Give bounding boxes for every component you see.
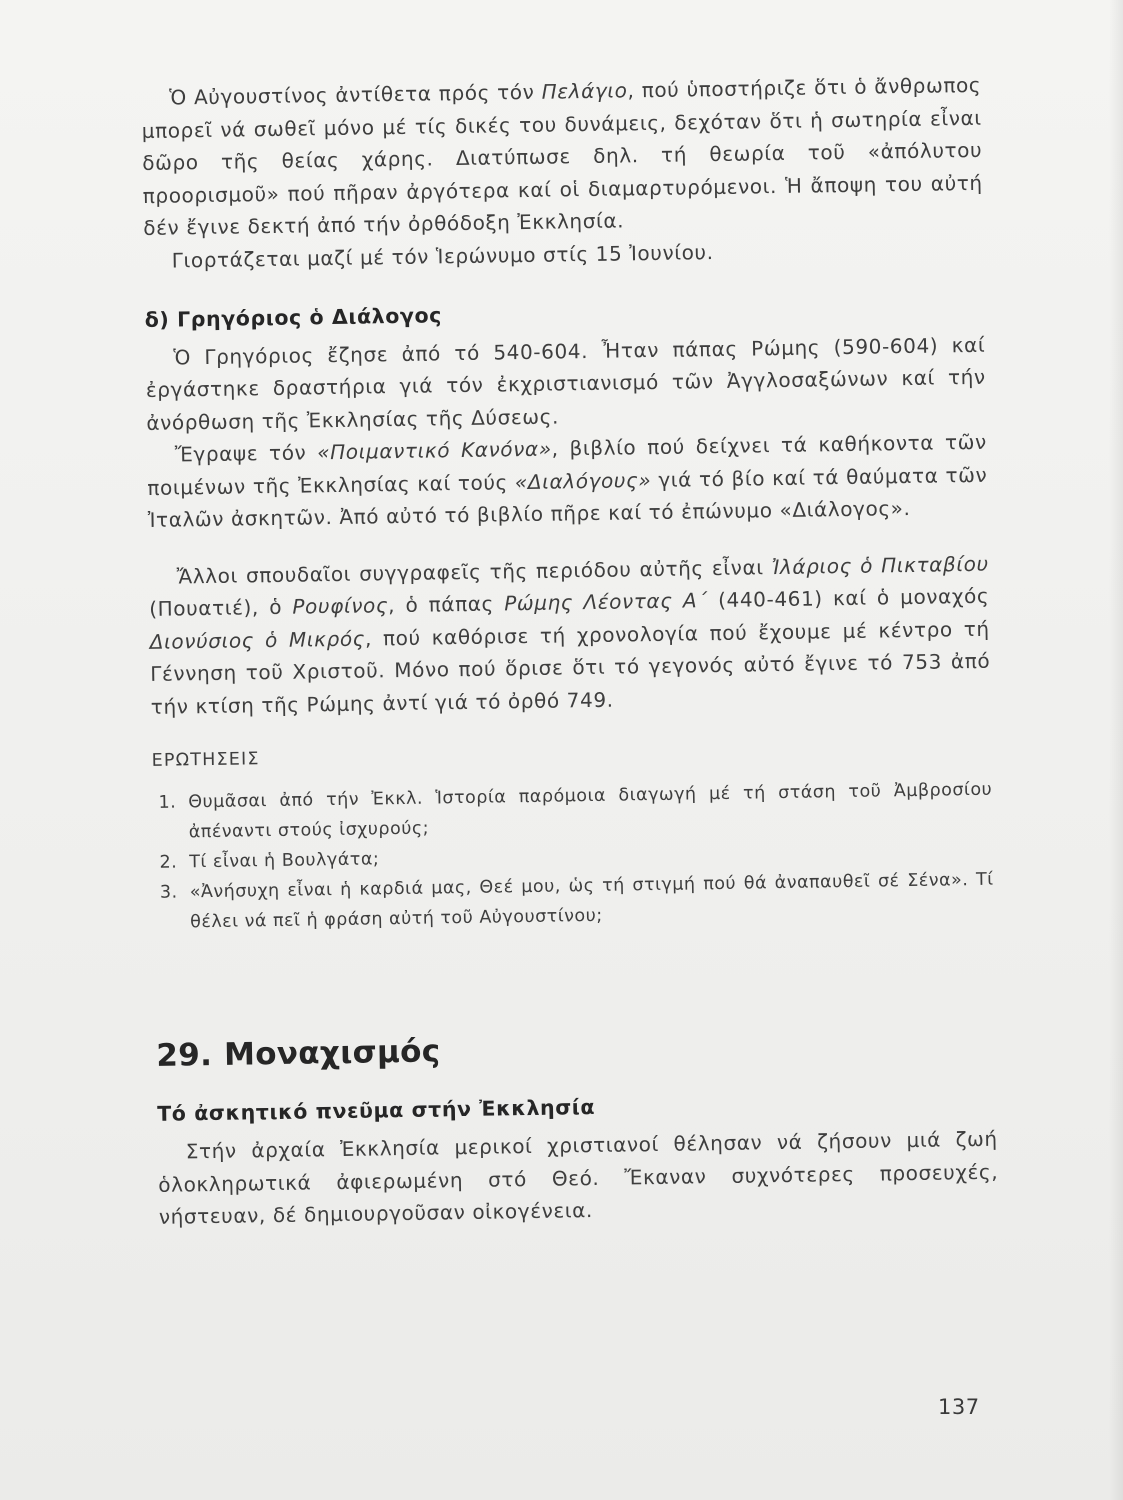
questions-heading: ΕΡΩΤΗΣΕΙΣ — [151, 749, 260, 771]
text-run: Ἄλλοι σπουδαῖοι συγγραφεῖς τῆς περιόδου αὐτῆς εἶναι — [176, 554, 772, 588]
text-run: , βιβλίο πού δείχνει τά καθήκοντα τῶν ποιμένων τῆς Ἐκκλησίας καί τούς — [147, 429, 987, 500]
text-run: (440-461) καί ὁ μοναχός — [707, 583, 990, 613]
paragraph-other-writers — [149, 547, 991, 723]
questions-list — [152, 774, 994, 937]
paragraph-augustine — [141, 69, 983, 245]
italic-run: Ρώμης Λέοντας Α΄ — [504, 588, 708, 616]
question-item: 3. «Ἀνήσυχη εἶναι ἡ καρδιά μας, Θεέ μου, ὡς τή στιγμή πού θά ἀναπαυθεῖ σέ Σένα». Τί θέλει νά πεῖ ἡ φράση αὐτή τοῦ Αὐγουστίνου; — [183, 864, 994, 937]
paragraph-gregory-works — [147, 426, 988, 537]
subheading-gregory: δ) Γρηγόριος ὁ Διάλογος — [144, 303, 443, 332]
text-run: , πού ὑποστήριζε ὅτι ὁ ἄνθρωπος μπορεῖ νά σωθεῖ μόνο μέ τίς δικές του δυνάμεις, δεχόταν ὅτι ἡ σωτηρία εἶναι δῶρο τῆς θείας χάρης. Διατύπωσε δηλ. τή θεωρία τοῦ «ἀπόλυτου προορισμοῦ» πού πῆραν ἀργότερα καί οἱ διαμαρτυρόμενοι. Ἡ ἄποψη του αὐτή δέν ἔγινε δεκτή ἀπό τήν ὀρθόδοξη Ἐκκλησία. — [141, 72, 983, 240]
italic-run: Ρουφίνος — [292, 593, 389, 619]
section-heading: Τό ἀσκητικό πνεῦμα στήν Ἐκκλησία — [157, 1094, 596, 1126]
text-run: (Πουατιέ), ὁ — [149, 594, 293, 621]
italic-run: «Ποιμαντικό Κανόνα» — [317, 436, 552, 465]
chapter-title: Μοναχισμός — [223, 1032, 441, 1073]
page-edge-shadow — [1109, 0, 1123, 1500]
page-number: 137 — [938, 1395, 980, 1419]
italic-run: «Διαλόγους» — [514, 467, 652, 494]
italic-run: Πελάγιο — [541, 78, 628, 104]
text-run: , πού καθόρισε τή χρονολογία πού ἔχουμε μέ κέντρο τή Γέννηση τοῦ Χριστοῦ. Μόνο πού ὅρισε ὅτι τό γεγονός αὐτό ἔγινε τό 753 ἀπό τήν κτίση τῆς Ρώμης ἀντί γιά τό ὀρθό 749. — [150, 616, 991, 719]
paragraph-gregory-life: Ὁ Γρηγόριος ἔζησε ἀπό τό 540-604. Ἦταν πάπας Ρώμης (590-604) καί ἐργάστηκε δραστήρια γιά τόν ἐκχριστιανισμό τῶν Ἀγγλοσαξώνων καί τήν ἀνόρθωση τῆς Ἐκκλησίας τῆς Δύσεως. — [145, 332, 986, 435]
text-run: , ὁ πάπας — [387, 591, 505, 618]
italic-run: Ἰλάριος ὁ Πικταβίου — [771, 551, 989, 579]
text-run: Ἔγραψε τόν — [174, 440, 318, 467]
paragraph-ascetic: Στήν ἀρχαία Ἐκκλησία μερικοί χριστιανοί θέλησαν νά ζήσουν μιά ζωή ὁλοκληρωτικά ἀφιερωμένη στό Θεό. Ἔκαναν συχνότερες προσευχές, νήστευαν, δέ δημιουργοῦσαν οἰκογένεια. — [158, 1126, 999, 1229]
question-item: 1. Θυμᾶσαι ἀπό τήν Ἐκκλ. Ἱστορία παρόμοια διαγωγή μέ τή στάση τοῦ Ἀμβροσίου ἀπέναντι στούς ἰσχυρούς; — [182, 774, 993, 847]
italic-run: Διονύσιος ὁ Μικρός — [149, 626, 366, 654]
chapter-heading — [156, 1022, 997, 1075]
text-run: γιά τό βίο καί τά θαύματα τῶν Ἰταλῶν ἀσκητῶν. Ἀπό αὐτό τό βιβλίο πῆρε καί τό ἐπώνυμο «Διάλογος». — [147, 462, 988, 532]
text-run: Ὁ Αὐγουστίνος ἀντίθετα πρός τόν — [169, 79, 542, 110]
page-content — [141, 69, 999, 1234]
paragraph-feast: Γιορτάζεται μαζί μέ τόν Ἱερώνυμο στίς 15 Ἰουνίου. — [171, 239, 714, 273]
chapter-number: 29. — [156, 1036, 213, 1074]
question-item: 2. Τί εἶναι ἡ Βουλγάτα; — [183, 834, 993, 877]
